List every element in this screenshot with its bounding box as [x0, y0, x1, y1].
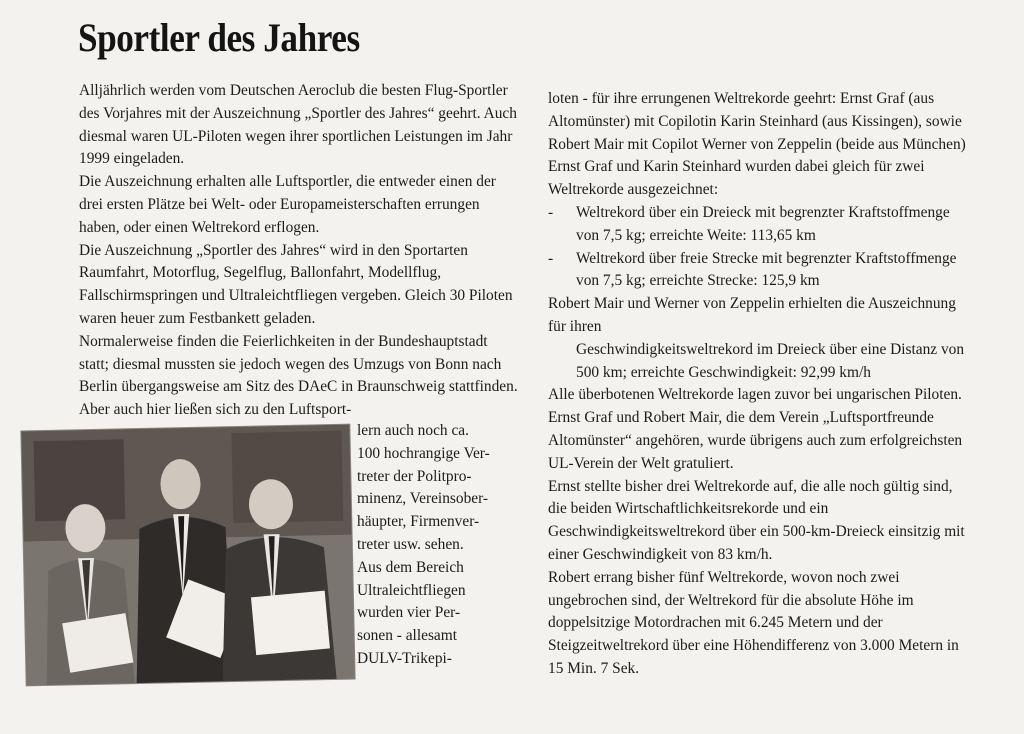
- list-item: [548, 248, 970, 294]
- text-line: minenz, Vereinsober-: [357, 490, 489, 508]
- paragraph: Normalerweise finden die Feierlichkeiten in der Bundeshauptstadt statt; diesmal mussten sie jedoch wegen des Umzugs von Bonn nach Berlin übergangsweise am Sitz des DAeC in Braunschweig stattfinden. Aber auch hier ließen sich zu den Luftsport-: [79, 332, 518, 419]
- paragraph: Geschwindigkeitsweltrekord im Dreieck über eine Distanz von 500 km; erreichte Geschwindigkeit: 92,99 km/h: [576, 340, 965, 381]
- text-line: sonen - allesamt: [357, 627, 458, 645]
- record-list: [548, 202, 970, 293]
- paragraph: Ernst Graf und Robert Mair, die dem Verein „Luftsportfreunde Altomünster“ angehören, wurde übrigens auch zum erfolgreichsten UL-Verein der Welt gratuliert.: [548, 409, 963, 472]
- list-item: [548, 202, 970, 248]
- paragraph: Die Auszeichnung „Sportler des Jahres“ wird in den Sportarten Raumfahrt, Motorflug, Segelflug, Ballonfahrt, Modellflug, Fallschirmspringen und Ultraleichtfliegen vergeben. Gleich 30 Piloten waren heuer zum Festbankett geladen.: [79, 241, 513, 327]
- list-item-text: Weltrekord über ein Dreieck mit begrenzter Kraftstoffmenge von 7,5 kg; erreichte Weite: 113,65 km: [576, 203, 950, 244]
- text-line: lern auch noch ca.: [357, 422, 469, 439]
- text-line: häupter, Firmenver-: [357, 513, 480, 531]
- dash-bullet: -: [548, 203, 554, 221]
- text-line: wurden vier Per-: [357, 604, 461, 622]
- article-title: Sportler des Jahres: [78, 15, 360, 60]
- paragraph: Robert Mair und Werner von Zeppelin erhielten die Auszeichnung für ihren: [548, 295, 956, 335]
- text-line: treter der Politpro-: [357, 467, 472, 485]
- text-line: treter usw. sehen.: [357, 535, 464, 553]
- paragraph: Ernst Graf und Karin Steinhard wurden dabei gleich für zwei Weltrekorde ausgezeichnet:: [548, 158, 925, 199]
- paragraph: Alljährlich werden vom Deutschen Aeroclub die besten Flug-Sportler des Vorjahres mit der Auszeichnung „Sportler des Jahres“ geehrt. Auch diesmal waren UL-Piloten wegen ihrer sportlichen Leistungen im Jahr 1999 eingeladen.: [79, 82, 517, 168]
- paragraph: Ernst stellte bisher drei Weltrekorde auf, die alle noch gültig sind, die beiden Wirtschaftlichkeitsrekorde und ein Geschwindigkeitsweltrekord über ein 500-km-Dreieck einsitzig mit einer Geschwindigkeit von 83 km/h.: [548, 477, 965, 563]
- paragraph: Robert errang bisher fünf Weltrekorde, wovon noch zwei ungebrochen sind, der Weltrekord für die absolute Höhe im doppelsitzige Motordrachen mit 6.245 Metern und der Steigzeitweltrekord über eine Höhendifferenz von 3.000 Metern in 15 Min. 7 Sek.: [548, 568, 959, 677]
- dash-bullet: -: [548, 249, 554, 267]
- text-line: 100 hochrangige Ver-: [357, 444, 490, 462]
- left-column: [79, 80, 519, 422]
- paragraph: Alle überbotenen Weltrekorde lagen zuvor bei ungarischen Piloten.: [548, 386, 962, 404]
- paragraph: Die Auszeichnung erhalten alle Luftsportler, die entweder einen der drei ersten Plätze bei Welt- oder Europameisterschaften errungen haben, oder einen Weltrekord erflogen.: [79, 173, 496, 236]
- text-line: Ultraleichtfliegen: [357, 581, 466, 599]
- photo-image: [21, 425, 354, 686]
- right-column: [548, 88, 970, 681]
- paragraph: loten - für ihre errungenen Weltrekorde geehrt: Ernst Graf (aus Altomünster) mit Copilotin Karin Steinhard (aus Kissingen), sowie Robert Mair mit Copilot Werner von Zeppelin (beide aus München): [548, 90, 966, 153]
- list-item-text: Weltrekord über freie Strecke mit begrenzter Kraftstoffmenge von 7,5 kg; erreichte Strecke: 125,9 km: [576, 249, 957, 290]
- text-line: DULV-Trikepi-: [357, 649, 452, 667]
- narrow-column: [357, 420, 522, 671]
- award-photo: [21, 425, 354, 686]
- text-line: Aus dem Bereich: [357, 558, 464, 576]
